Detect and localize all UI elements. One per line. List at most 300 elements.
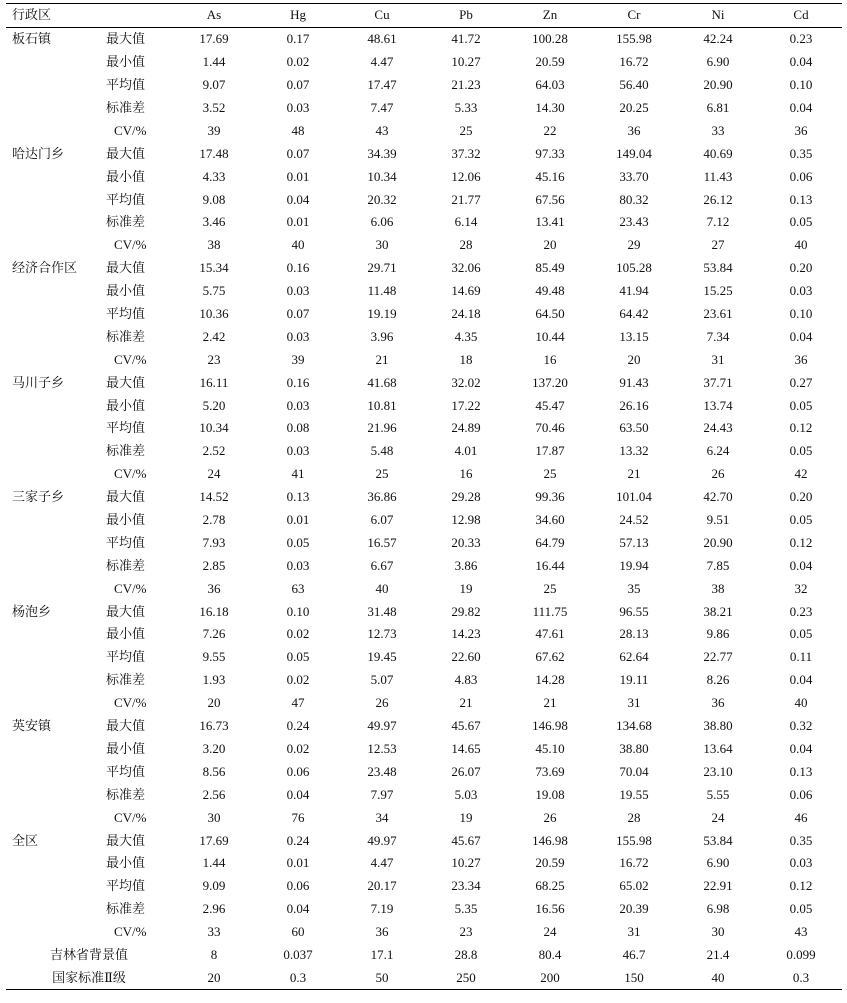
stat-label: 最小值 [106, 626, 146, 642]
value-zn: 99.36 [535, 489, 565, 505]
value-cd: 0.23 [789, 31, 813, 47]
value-zn: 70.46 [535, 420, 565, 436]
value-zn: 111.75 [532, 603, 568, 619]
value-cu: 21.96 [367, 420, 397, 436]
value-ni: 6.90 [706, 54, 730, 70]
value-cd: 0.11 [789, 649, 813, 665]
stat-label: 最大值 [106, 603, 146, 619]
region-cell [6, 97, 102, 120]
table-row [6, 51, 842, 74]
value-hg: 0.07 [286, 77, 310, 93]
value-as: 36 [207, 580, 221, 596]
value-as: 10.36 [199, 306, 229, 322]
stat-label: 平均值 [106, 763, 146, 779]
table-row [6, 440, 842, 463]
value-zn: 24 [543, 924, 557, 940]
value-cr: 26.16 [619, 397, 649, 413]
region-cell [6, 188, 102, 211]
value-cu: 31.48 [367, 603, 397, 619]
value-cr: 70.04 [619, 763, 649, 779]
value-cr: 16.72 [619, 54, 649, 70]
value-hg: 47 [291, 695, 305, 711]
reference-value-pb: 250 [424, 966, 508, 989]
value-hg: 0.10 [286, 603, 310, 619]
value-as: 2.56 [202, 786, 226, 802]
stat-label: 平均值 [106, 306, 146, 322]
reference-value-cr: 46.7 [622, 946, 646, 962]
value-cr: 91.43 [619, 374, 649, 390]
table-row [6, 463, 842, 486]
value-cr: 155.98 [616, 31, 652, 47]
reference-value-zn: 200 [508, 966, 592, 989]
value-pb: 3.86 [454, 557, 478, 573]
value-ni: 6.24 [706, 443, 730, 459]
value-cu: 17.47 [367, 77, 397, 93]
value-cr: 19.94 [619, 557, 649, 573]
header-pb: Pb [424, 4, 508, 28]
value-cd: 0.35 [789, 832, 813, 848]
stat-label: 平均值 [106, 77, 146, 93]
value-ni: 42.24 [703, 31, 733, 47]
table-row [6, 257, 842, 280]
value-ni: 15.25 [703, 283, 733, 299]
region-cell [6, 348, 102, 371]
header-cd: Cd [760, 4, 842, 28]
value-as: 2.52 [202, 443, 226, 459]
reference-value-cu: 50 [340, 966, 424, 989]
value-cu: 7.97 [370, 786, 394, 802]
value-cd: 0.13 [789, 763, 813, 779]
table-row [6, 27, 842, 50]
value-ni: 27 [711, 237, 725, 253]
value-hg: 0.06 [286, 763, 310, 779]
value-zn: 100.28 [532, 31, 568, 47]
value-cd: 0.20 [789, 489, 813, 505]
heavy-metal-statistics-table [6, 3, 842, 990]
value-ni: 38 [711, 580, 725, 596]
stat-label: CV/% [114, 466, 147, 482]
table-row [6, 348, 842, 371]
table-row [6, 119, 842, 142]
value-cr: 29 [627, 237, 641, 253]
value-pb: 17.22 [451, 397, 481, 413]
value-as: 5.75 [202, 283, 226, 299]
region-cell [6, 463, 102, 486]
reference-value-as: 8 [210, 946, 218, 962]
value-ni: 37.71 [703, 374, 733, 390]
value-cd: 0.35 [789, 145, 813, 161]
value-hg: 0.04 [286, 191, 310, 207]
value-hg: 60 [291, 924, 305, 940]
value-hg: 0.02 [286, 54, 310, 70]
reference-value-as: 20 [172, 966, 256, 989]
value-pb: 19 [459, 809, 473, 825]
value-ni: 22.77 [703, 649, 733, 665]
value-cd: 46 [794, 809, 808, 825]
region-cell [6, 783, 102, 806]
value-cd: 0.04 [789, 557, 813, 573]
table-row [6, 783, 842, 806]
value-zn: 49.48 [535, 283, 565, 299]
table-row [6, 303, 842, 326]
value-cr: 16.72 [619, 855, 649, 871]
value-as: 16.18 [199, 603, 229, 619]
value-cr: 64.42 [619, 306, 649, 322]
region-cell [6, 280, 102, 303]
value-hg: 0.07 [286, 145, 310, 161]
stat-label: 平均值 [106, 878, 146, 894]
value-ni: 22.91 [703, 878, 733, 894]
value-cr: 65.02 [619, 878, 649, 894]
table-row [6, 692, 842, 715]
region-cell [6, 509, 102, 532]
value-pb: 4.83 [454, 672, 478, 688]
value-pb: 4.35 [454, 328, 478, 344]
region-cell [6, 303, 102, 326]
stat-label: 最小值 [106, 168, 146, 184]
stat-label: 最大值 [106, 31, 146, 47]
stat-label: 最小值 [106, 397, 146, 413]
header-region: 行政区 [6, 4, 172, 28]
value-cu: 19.19 [367, 306, 397, 322]
value-cu: 43 [375, 122, 389, 138]
value-ni: 53.84 [703, 832, 733, 848]
value-cu: 7.47 [370, 100, 394, 115]
region-cell [6, 394, 102, 417]
value-pb: 21.77 [451, 191, 481, 207]
value-ni: 9.86 [706, 626, 730, 642]
value-zn: 20 [543, 237, 557, 253]
value-cu: 4.47 [370, 54, 394, 70]
value-hg: 0.05 [286, 649, 310, 665]
region-cell [6, 554, 102, 577]
value-hg: 63 [291, 580, 305, 596]
value-cu: 20.32 [367, 191, 397, 207]
value-cd: 43 [794, 924, 808, 940]
value-ni: 7.34 [706, 328, 730, 344]
stat-label: 最小值 [106, 512, 146, 528]
table-row [6, 211, 842, 234]
value-zn: 73.69 [535, 763, 565, 779]
value-ni: 5.55 [706, 786, 730, 802]
stat-label: CV/% [114, 809, 147, 825]
value-as: 24 [207, 466, 221, 482]
value-zn: 26 [543, 809, 557, 825]
value-hg: 0.01 [286, 168, 310, 184]
stat-label: CV/% [114, 580, 147, 596]
value-ni: 13.64 [703, 740, 733, 756]
value-pb: 24.89 [451, 420, 481, 436]
table-row [6, 875, 842, 898]
value-ni: 7.85 [706, 557, 730, 573]
value-cu: 49.97 [367, 832, 397, 848]
value-hg: 0.01 [286, 214, 310, 230]
value-cr: 35 [627, 580, 641, 596]
region-cell [6, 669, 102, 692]
value-ni: 38.21 [703, 603, 733, 619]
value-cu: 36.86 [367, 489, 397, 505]
value-as: 17.69 [199, 832, 229, 848]
value-ni: 6.98 [706, 901, 730, 917]
value-ni: 13.74 [703, 397, 733, 413]
value-hg: 0.17 [286, 31, 310, 47]
reference-value-ni: 21.4 [706, 946, 730, 962]
value-ni: 11.43 [703, 168, 733, 184]
value-zn: 16.44 [535, 557, 565, 573]
reference-value-pb: 28.8 [454, 946, 478, 962]
value-pb: 14.69 [451, 283, 481, 299]
value-cu: 10.81 [367, 397, 397, 413]
value-hg: 0.03 [286, 443, 310, 459]
value-as: 23 [207, 351, 221, 367]
region-cell [6, 623, 102, 646]
value-cd: 0.03 [789, 855, 813, 871]
value-cd: 0.10 [789, 306, 813, 322]
stat-label: CV/% [114, 237, 147, 253]
header-cr: Cr [592, 4, 676, 28]
value-zn: 97.33 [535, 145, 565, 161]
value-cr: 13.15 [619, 328, 649, 344]
value-as: 20 [207, 695, 221, 711]
value-pb: 23 [459, 924, 473, 940]
value-pb: 19 [459, 580, 473, 596]
value-ni: 33 [711, 122, 725, 138]
value-pb: 16 [459, 466, 473, 482]
reference-value-cd: 0.099 [786, 946, 816, 962]
reference-label: 吉林省背景值 [50, 946, 129, 962]
region-cell [6, 806, 102, 829]
region-cell: 杨泡乡 [12, 603, 52, 619]
value-pb: 22.60 [451, 649, 481, 665]
value-cr: 31 [627, 695, 641, 711]
value-as: 33 [207, 924, 221, 940]
value-ni: 36 [711, 695, 725, 711]
value-cu: 12.53 [367, 740, 397, 756]
value-ni: 23.10 [703, 763, 733, 779]
value-pb: 25 [459, 122, 473, 138]
value-ni: 24 [711, 809, 725, 825]
value-cr: 28.13 [619, 626, 649, 642]
stat-label: 标准差 [106, 100, 146, 115]
value-zn: 25 [543, 466, 557, 482]
value-cu: 16.57 [367, 534, 397, 550]
region-cell [6, 51, 102, 74]
table-row [6, 738, 842, 761]
stat-label: 最大值 [106, 718, 146, 734]
stat-label: 最大值 [106, 832, 146, 848]
value-ni: 42.70 [703, 489, 733, 505]
table-row [6, 325, 842, 348]
region-cell [6, 921, 102, 944]
value-cd: 0.06 [789, 786, 813, 802]
value-cd: 0.04 [789, 672, 813, 688]
stat-label: 最小值 [106, 855, 146, 871]
reference-value-hg: 0.037 [283, 946, 313, 962]
value-as: 38 [207, 237, 221, 253]
value-as: 16.73 [199, 718, 229, 734]
value-pb: 18 [459, 351, 473, 367]
value-ni: 8.26 [706, 672, 730, 688]
value-zn: 47.61 [535, 626, 565, 642]
region-cell: 马川子乡 [12, 374, 65, 390]
value-zn: 67.56 [535, 191, 565, 207]
value-hg: 0.07 [286, 306, 310, 322]
value-as: 4.33 [202, 168, 226, 184]
table-row [6, 623, 842, 646]
value-hg: 0.05 [286, 534, 310, 550]
reference-value-cr: 150 [592, 966, 676, 989]
value-pb: 32.02 [451, 374, 481, 390]
value-hg: 0.03 [286, 100, 310, 115]
stat-label: 标准差 [106, 557, 146, 573]
value-cu: 5.07 [370, 672, 394, 688]
value-cu: 6.07 [370, 512, 394, 528]
value-zn: 13.41 [535, 214, 565, 230]
value-as: 1.93 [202, 672, 226, 688]
value-pb: 20.33 [451, 534, 481, 550]
region-cell: 全区 [12, 832, 39, 848]
value-hg: 0.04 [286, 901, 310, 917]
value-pb: 10.27 [451, 855, 481, 871]
value-as: 17.69 [199, 31, 229, 47]
value-cu: 26 [375, 695, 389, 711]
table-row [6, 715, 842, 738]
value-cd: 0.32 [789, 718, 813, 734]
value-hg: 0.06 [286, 878, 310, 894]
value-hg: 0.01 [286, 855, 310, 871]
value-zn: 146.98 [532, 832, 568, 848]
value-zn: 45.47 [535, 397, 565, 413]
value-cr: 31 [627, 924, 641, 940]
value-zn: 45.16 [535, 168, 565, 184]
stat-label: 标准差 [106, 786, 146, 802]
region-cell: 三家子乡 [12, 489, 65, 505]
value-cu: 30 [375, 237, 389, 253]
value-cu: 7.19 [370, 901, 394, 917]
region-cell [6, 852, 102, 875]
value-cr: 36 [627, 122, 641, 138]
value-cr: 105.28 [616, 260, 652, 276]
value-zn: 64.79 [535, 534, 565, 550]
table-row [6, 600, 842, 623]
stat-label: 最大值 [106, 260, 146, 276]
value-cd: 0.05 [789, 901, 813, 917]
value-cd: 36 [794, 351, 808, 367]
value-as: 17.48 [199, 145, 229, 161]
value-cu: 5.48 [370, 443, 394, 459]
value-cd: 0.12 [789, 878, 813, 894]
value-hg: 0.24 [286, 832, 310, 848]
value-cr: 149.04 [616, 145, 652, 161]
table-row [6, 74, 842, 97]
value-cu: 34.39 [367, 145, 397, 161]
table-row [6, 417, 842, 440]
value-hg: 0.24 [286, 718, 310, 734]
value-pb: 5.03 [454, 786, 478, 802]
value-cr: 20.25 [619, 100, 649, 115]
stat-label: 最小值 [106, 283, 146, 299]
reference-value-zn: 80.4 [538, 946, 562, 962]
value-hg: 0.04 [286, 786, 310, 802]
value-cd: 0.12 [789, 534, 813, 550]
table-row [6, 921, 842, 944]
header-cu: Cu [340, 4, 424, 28]
value-pb: 5.35 [454, 901, 478, 917]
value-cr: 21 [627, 466, 641, 482]
value-hg: 0.01 [286, 512, 310, 528]
value-zn: 20.59 [535, 54, 565, 70]
reference-label: 国家标准Ⅱ级 [6, 966, 172, 989]
stat-label: 平均值 [106, 191, 146, 207]
value-zn: 64.50 [535, 306, 565, 322]
value-hg: 0.03 [286, 283, 310, 299]
value-cr: 41.94 [619, 283, 649, 299]
value-as: 7.93 [202, 534, 226, 550]
value-as: 9.08 [202, 191, 226, 207]
value-zn: 34.60 [535, 512, 565, 528]
value-cu: 21 [375, 351, 389, 367]
table-row [6, 646, 842, 669]
table-row [6, 852, 842, 875]
reference-row [6, 966, 842, 989]
value-pb: 26.07 [451, 763, 481, 779]
table-row [6, 165, 842, 188]
value-pb: 45.67 [451, 718, 481, 734]
value-zn: 64.03 [535, 77, 565, 93]
table-row [6, 898, 842, 921]
value-pb: 10.27 [451, 54, 481, 70]
stat-label: 标准差 [106, 214, 146, 230]
region-cell: 板石镇 [12, 31, 52, 47]
value-as: 2.96 [202, 901, 226, 917]
value-cu: 49.97 [367, 718, 397, 734]
value-cr: 56.40 [619, 77, 649, 93]
reference-value-cd: 0.3 [760, 966, 842, 989]
value-cu: 4.47 [370, 855, 394, 871]
region-cell [6, 646, 102, 669]
value-cd: 0.04 [789, 740, 813, 756]
value-cr: 101.04 [616, 489, 652, 505]
value-cu: 36 [375, 924, 389, 940]
value-cu: 10.34 [367, 168, 397, 184]
value-cr: 23.43 [619, 214, 649, 230]
value-ni: 40.69 [703, 145, 733, 161]
table-row [6, 669, 842, 692]
value-cr: 57.13 [619, 534, 649, 550]
value-cd: 36 [794, 122, 808, 138]
value-hg: 0.02 [286, 672, 310, 688]
value-cd: 0.05 [789, 626, 813, 642]
value-cu: 29.71 [367, 260, 397, 276]
stat-label: 最大值 [106, 489, 146, 505]
value-ni: 23.61 [703, 306, 733, 322]
value-pb: 45.67 [451, 832, 481, 848]
value-pb: 14.23 [451, 626, 481, 642]
value-hg: 0.02 [286, 626, 310, 642]
value-cr: 33.70 [619, 168, 649, 184]
value-ni: 24.43 [703, 420, 733, 436]
value-pb: 21.23 [451, 77, 481, 93]
value-hg: 39 [291, 351, 305, 367]
value-hg: 0.03 [286, 328, 310, 344]
value-cd: 0.27 [789, 374, 813, 390]
value-as: 2.42 [202, 328, 226, 344]
value-pb: 32.06 [451, 260, 481, 276]
region-cell [6, 165, 102, 188]
value-pb: 37.32 [451, 145, 481, 161]
table-row [6, 371, 842, 394]
value-pb: 4.01 [454, 443, 478, 459]
